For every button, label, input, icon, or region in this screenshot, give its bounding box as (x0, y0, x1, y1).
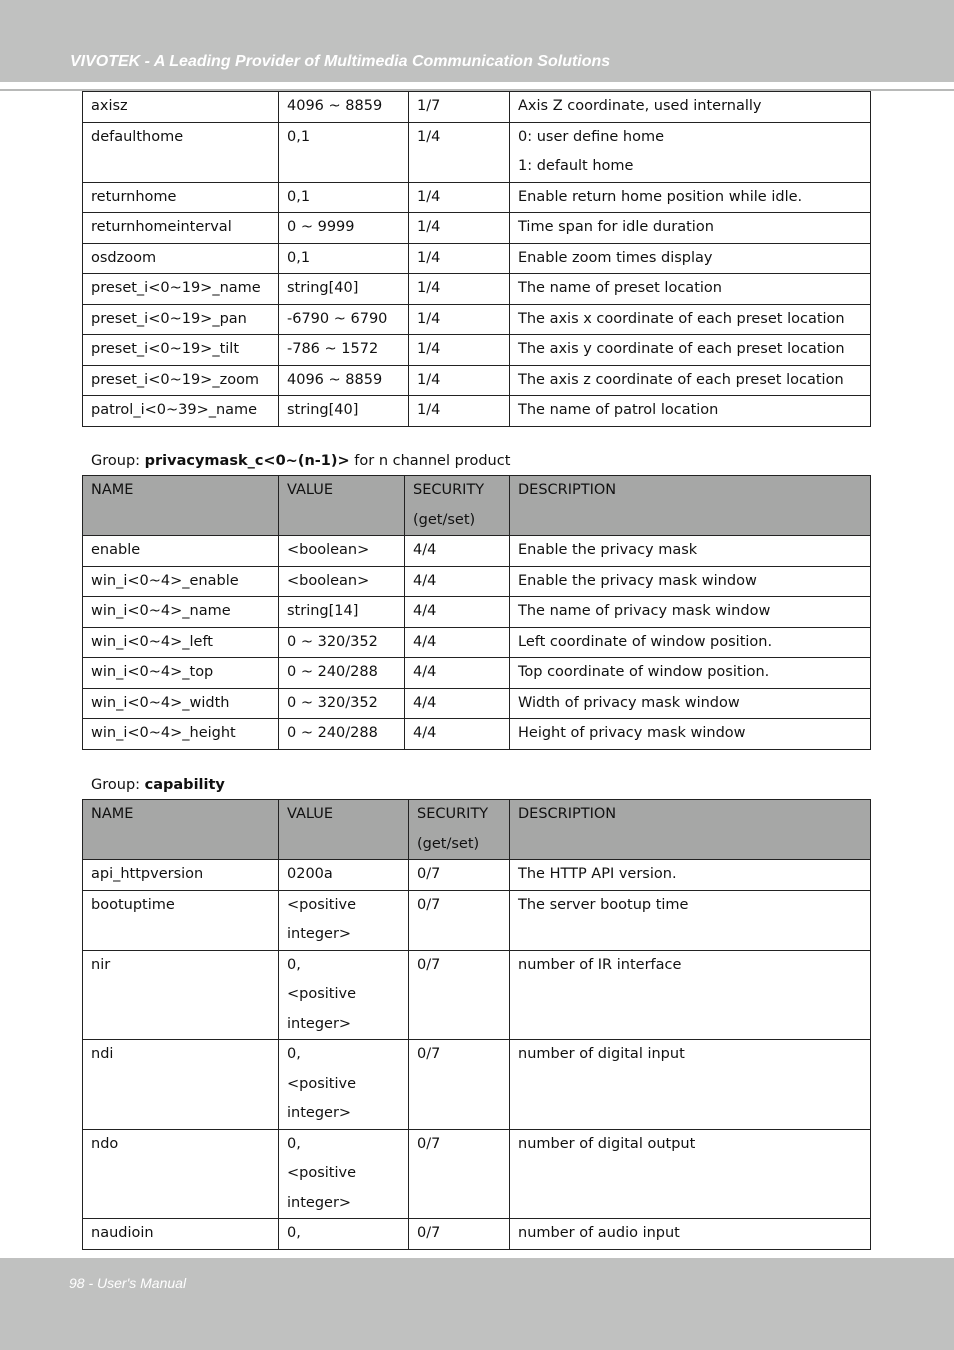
table-body (83, 476, 871, 750)
table-row (83, 950, 871, 1040)
param-description-cell (510, 566, 871, 597)
cell-line: The axis y coordinate of each preset location (518, 341, 845, 357)
param-description-cell (510, 658, 871, 689)
table-row (83, 627, 871, 658)
param-name-cell: win_i<0~4>_left (83, 627, 279, 658)
table-body (83, 800, 871, 1250)
cell-line: 0 ~ 320/352 (287, 633, 378, 650)
cell-line: string[14] (287, 603, 359, 619)
cell-line: 0 ~ 240/288 (287, 725, 378, 741)
cell-line: 4096 ~ 8859 (287, 371, 383, 388)
param-value-cell (279, 365, 409, 396)
cell-line: number of digital input (518, 1046, 685, 1062)
cell-line: The axis z coordinate of each preset location (518, 371, 844, 388)
param-name-cell: ndi (83, 1040, 279, 1130)
cell-line: The axis x coordinate of each preset location (518, 310, 845, 327)
param-name-cell: defaulthome (83, 122, 279, 182)
param-description-cell (510, 597, 871, 628)
param-security-cell: 0/7 (409, 1129, 510, 1219)
page-footer (0, 1258, 954, 1350)
cell-line: 4096 ~ 8859 (287, 98, 383, 114)
table-row (83, 719, 871, 750)
param-security-cell: 4/4 (405, 566, 510, 597)
param-value-cell (279, 213, 409, 244)
cell-line: 0 ~ 9999 (287, 219, 355, 235)
header-name: NAME (83, 800, 279, 860)
cell-line: 0, (287, 1225, 301, 1241)
param-description-cell (510, 92, 871, 123)
param-name-cell: ndo (83, 1129, 279, 1219)
table-row (83, 182, 871, 213)
cell-line: number of IR interface (518, 956, 682, 973)
cell-line: The server bootup time (518, 896, 689, 913)
param-name-cell: patrol_i<0~39>_name (83, 396, 279, 427)
cell-line: 0200a (287, 866, 333, 882)
table-row (83, 597, 871, 628)
param-security-cell: 0/7 (409, 1219, 510, 1250)
table-row (83, 396, 871, 427)
cell-line: Enable the privacy mask (518, 542, 698, 558)
param-value-cell (279, 536, 405, 567)
param-value-cell (279, 274, 409, 305)
param-value-cell (279, 122, 409, 182)
table-body (83, 92, 871, 427)
param-description-cell (510, 365, 871, 396)
cell-line: integer> (287, 1015, 352, 1032)
param-name-cell: returnhome (83, 182, 279, 213)
param-name-cell: bootuptime (83, 890, 279, 950)
table-row (83, 243, 871, 274)
header-description: DESCRIPTION (510, 800, 871, 860)
group-label-privacymask (91, 451, 510, 471)
header-security (409, 800, 510, 860)
cell-line: <positive (287, 1165, 357, 1181)
param-value-cell (279, 335, 409, 366)
param-value-cell (279, 688, 405, 719)
param-name-cell: naudioin (83, 1219, 279, 1250)
param-value-cell (279, 566, 405, 597)
cell-line: <boolean> (287, 542, 370, 558)
cell-line: SECURITY (413, 482, 485, 498)
group-label-capability (91, 775, 225, 795)
cell-line: Width of privacy mask window (518, 694, 740, 711)
param-value-cell (279, 597, 405, 628)
param-description-cell (510, 860, 871, 891)
param-name-cell: win_i<0~4>_name (83, 597, 279, 628)
param-description-cell (510, 950, 871, 1040)
param-description-cell (510, 335, 871, 366)
param-security-cell: 1/4 (409, 274, 510, 305)
table-row (83, 566, 871, 597)
cell-line: Enable the privacy mask window (518, 572, 757, 589)
param-security-cell: 1/4 (409, 396, 510, 427)
cell-line: SECURITY (417, 806, 489, 822)
table-row (83, 122, 871, 182)
param-security-cell: 4/4 (405, 719, 510, 750)
param-name-cell: axisz (83, 92, 279, 123)
cell-line: 0,1 (287, 128, 311, 145)
cell-line: integer> (287, 1105, 352, 1121)
cell-line: 0,1 (287, 188, 311, 205)
param-name-cell: win_i<0~4>_width (83, 688, 279, 719)
table-row (83, 536, 871, 567)
table-row (83, 274, 871, 305)
table-row (83, 890, 871, 950)
group-prefix: Group: (91, 453, 145, 469)
cell-line: Height of privacy mask window (518, 725, 746, 741)
table-row (83, 335, 871, 366)
param-security-cell: 4/4 (405, 688, 510, 719)
cell-line: 0 ~ 320/352 (287, 694, 378, 711)
cell-line: <positive (287, 1075, 357, 1092)
param-security-cell: 1/4 (409, 243, 510, 274)
header-title: VIVOTEK - A Leading Provider of Multimedia Communication Solutions (70, 53, 611, 70)
param-description-cell (510, 182, 871, 213)
parameter-table-privacymask (82, 475, 871, 750)
param-security-cell: 1/4 (409, 122, 510, 182)
header-value: VALUE (279, 800, 409, 860)
cell-line: integer> (287, 926, 352, 942)
cell-line: -786 ~ 1572 (287, 341, 379, 357)
param-description-cell (510, 536, 871, 567)
table-row (83, 688, 871, 719)
param-description-cell (510, 627, 871, 658)
param-description-cell (510, 396, 871, 427)
table-header-row (83, 476, 871, 536)
param-description-cell (510, 213, 871, 244)
param-value-cell (279, 658, 405, 689)
group-suffix: for n channel product (349, 453, 511, 469)
param-name-cell: win_i<0~4>_top (83, 658, 279, 689)
param-security-cell: 4/4 (405, 658, 510, 689)
param-security-cell: 0/7 (409, 950, 510, 1040)
table-row (83, 213, 871, 244)
param-security-cell: 0/7 (409, 1040, 510, 1130)
group-name: privacymask_c<0~(n-1)> (144, 453, 350, 469)
group-prefix: Group: (91, 777, 145, 793)
page-number-label: 98 - User's Manual (69, 1275, 187, 1291)
param-security-cell: 4/4 (405, 536, 510, 567)
param-value-cell (279, 304, 409, 335)
cell-line: The HTTP API version. (518, 866, 677, 882)
param-name-cell: returnhomeinterval (83, 213, 279, 244)
table-row (83, 304, 871, 335)
cell-line: The name of patrol location (518, 402, 719, 418)
table-row (83, 92, 871, 123)
param-name-cell: win_i<0~4>_height (83, 719, 279, 750)
param-security-cell: 1/4 (409, 365, 510, 396)
param-name-cell: osdzoom (83, 243, 279, 274)
cell-line: string[40] (287, 280, 359, 296)
param-description-cell (510, 688, 871, 719)
table-row (83, 860, 871, 891)
table-header-row (83, 800, 871, 860)
cell-line: -6790 ~ 6790 (287, 310, 388, 327)
header-description: DESCRIPTION (510, 476, 871, 536)
param-value-cell (279, 950, 409, 1040)
parameter-table-capability (82, 799, 871, 1250)
param-name-cell: preset_i<0~19>_name (83, 274, 279, 305)
parameter-table-ptz (82, 91, 871, 427)
param-security-cell: 0/7 (409, 860, 510, 891)
param-name-cell: preset_i<0~19>_zoom (83, 365, 279, 396)
param-description-cell (510, 719, 871, 750)
cell-line: 0 ~ 240/288 (287, 664, 378, 680)
cell-line: 0,1 (287, 249, 311, 266)
cell-line: (get/set) (417, 835, 480, 852)
cell-line: 0, (287, 1135, 301, 1152)
param-description-cell (510, 1129, 871, 1219)
cell-line: (get/set) (413, 511, 476, 528)
param-security-cell: 1/4 (409, 304, 510, 335)
header-name: NAME (83, 476, 279, 536)
param-value-cell (279, 1040, 409, 1130)
param-security-cell: 1/4 (409, 213, 510, 244)
param-description-cell (510, 1040, 871, 1130)
param-value-cell (279, 243, 409, 274)
cell-line: 0, (287, 1046, 301, 1062)
cell-line: <boolean> (287, 572, 370, 589)
param-security-cell: 1/4 (409, 182, 510, 213)
param-value-cell (279, 627, 405, 658)
param-description-cell (510, 304, 871, 335)
param-value-cell (279, 719, 405, 750)
cell-line: <positive (287, 896, 357, 913)
cell-line: Top coordinate of window position. (518, 664, 770, 680)
param-description-cell (510, 1219, 871, 1250)
cell-line: Left coordinate of window position. (518, 633, 773, 650)
cell-line: number of digital output (518, 1135, 696, 1152)
param-value-cell (279, 860, 409, 891)
param-description-cell (510, 890, 871, 950)
table-row (83, 1129, 871, 1219)
table-row (83, 365, 871, 396)
param-value-cell (279, 1129, 409, 1219)
param-description-cell (510, 243, 871, 274)
table-row (83, 1040, 871, 1130)
param-description-cell (510, 122, 871, 182)
group-name: capability (144, 777, 225, 793)
page-header (0, 0, 954, 82)
cell-line: The name of privacy mask window (518, 603, 771, 619)
param-value-cell (279, 890, 409, 950)
header-security (405, 476, 510, 536)
header-value: VALUE (279, 476, 405, 536)
cell-line: string[40] (287, 402, 359, 418)
param-value-cell (279, 396, 409, 427)
param-description-cell (510, 274, 871, 305)
param-name-cell: nir (83, 950, 279, 1040)
param-name-cell: preset_i<0~19>_tilt (83, 335, 279, 366)
cell-line: <positive (287, 986, 357, 1002)
cell-line: Time span for idle duration (518, 219, 714, 235)
param-name-cell: api_httpversion (83, 860, 279, 891)
cell-line: Axis Z coordinate, used internally (518, 98, 762, 114)
table-row (83, 1219, 871, 1250)
param-name-cell: enable (83, 536, 279, 567)
param-value-cell (279, 182, 409, 213)
param-value-cell (279, 1219, 409, 1250)
param-security-cell: 4/4 (405, 597, 510, 628)
param-name-cell: preset_i<0~19>_pan (83, 304, 279, 335)
cell-line: integer> (287, 1194, 352, 1211)
param-name-cell: win_i<0~4>_enable (83, 566, 279, 597)
param-security-cell: 0/7 (409, 890, 510, 950)
cell-line: 1: default home (518, 158, 634, 174)
param-security-cell: 4/4 (405, 627, 510, 658)
param-security-cell: 1/7 (409, 92, 510, 123)
param-value-cell (279, 92, 409, 123)
cell-line: number of audio input (518, 1225, 680, 1241)
cell-line: 0: user define home (518, 128, 665, 145)
table-row (83, 658, 871, 689)
cell-line: 0, (287, 956, 301, 973)
param-security-cell: 1/4 (409, 335, 510, 366)
cell-line: The name of preset location (518, 280, 722, 296)
cell-line: Enable return home position while idle. (518, 188, 803, 205)
cell-line: Enable zoom times display (518, 249, 713, 266)
